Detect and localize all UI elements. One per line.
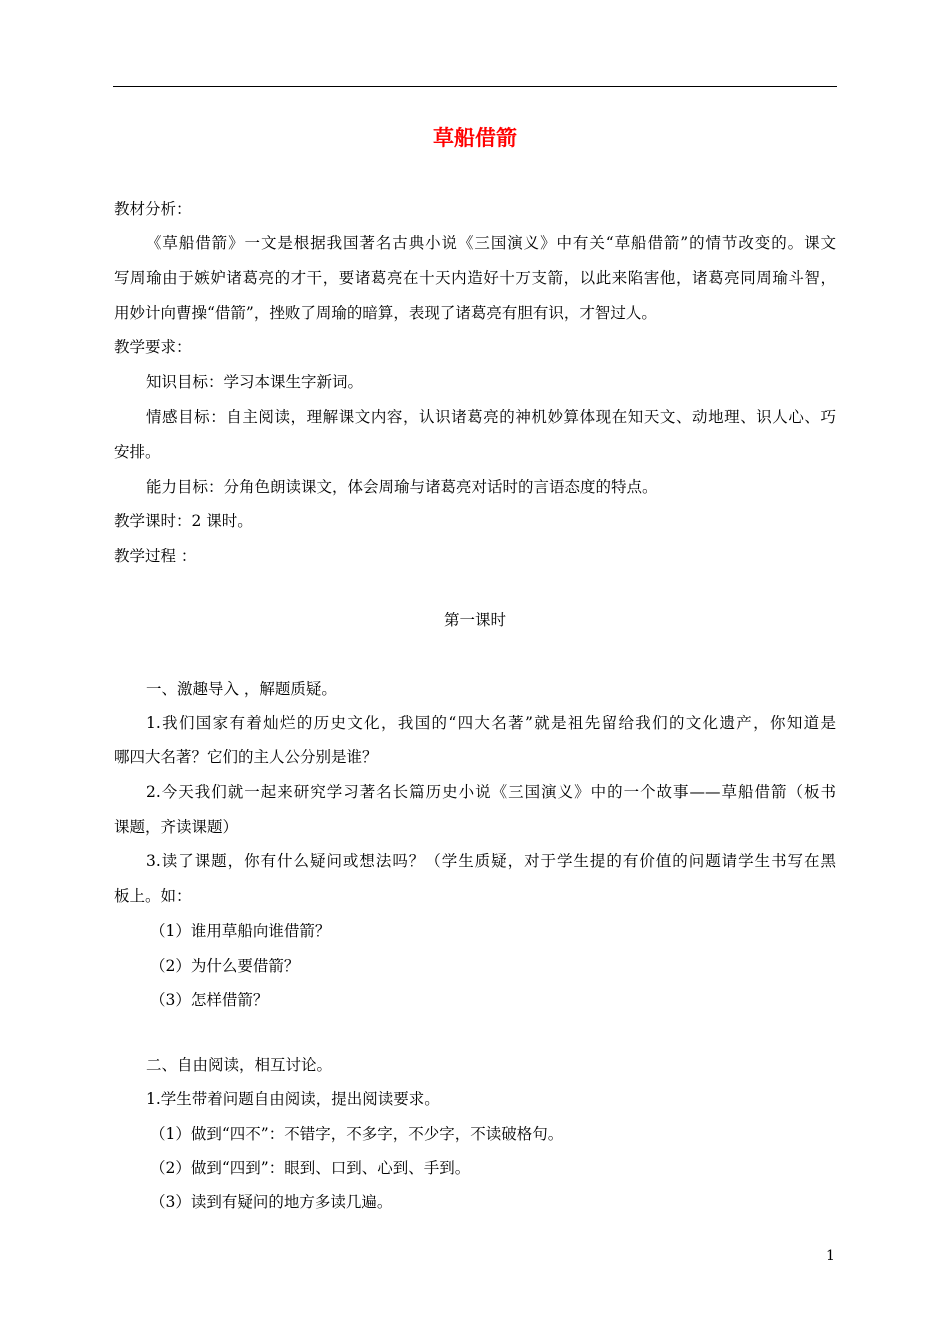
part2-subitem: （2）做到“四到”：眼到、口到、心到、手到。	[150, 1159, 471, 1177]
item3-line: 板上。如：	[114, 887, 192, 905]
lesson-heading: 第一课时	[443, 611, 506, 629]
item2-line: 课题，齐读课题）	[114, 818, 239, 836]
emotion-goal-line: 安排。	[114, 443, 161, 461]
analysis-line: 写周瑜由于嫉妒诸葛亮的才干，要诸葛亮在十天内造好十万支箭，以此来陷害他，诸葛亮同周瑜斗智，	[114, 269, 836, 287]
teaching-hours: 教学课时：2 课时。	[114, 512, 253, 530]
item1-line: 哪四大名著？它们的主人公分别是谁？	[114, 748, 378, 766]
analysis-heading: 教材分析：	[114, 200, 192, 218]
requirements-heading: 教学要求：	[114, 338, 192, 356]
ability-goal: 能力目标：分角色朗读课文，体会周瑜与诸葛亮对话时的言语态度的特点。	[146, 478, 658, 496]
question-item: （3）怎样借箭？	[150, 991, 269, 1009]
item3-line: 3.读了课题，你有什么疑问或想法吗？（学生质疑，对于学生提的有价值的问题请学生书写在黑	[146, 852, 836, 870]
page-number: 1	[826, 1248, 835, 1264]
question-item: （1）谁用草船向谁借箭？	[150, 922, 331, 940]
analysis-line: 用妙计向曹操“借箭”，挫败了周瑜的暗算，表现了诸葛亮有胆有识，才智过人。	[114, 304, 657, 322]
document-title: 草船借箭	[433, 126, 517, 150]
part1-heading: 一、激趣导入 ，解题质疑。	[146, 680, 337, 698]
item1-line: 1.我们国家有着灿烂的历史文化，我国的“四大名著”就是祖先留给我们的文化遗产，你知道是	[146, 714, 836, 732]
knowledge-goal: 知识目标：学习本课生字新词。	[146, 373, 364, 391]
header-rule	[113, 86, 837, 87]
part2-item: 1.学生带着问题自由阅读，提出阅读要求。	[146, 1090, 440, 1108]
emotion-goal-line: 情感目标：自主阅读，理解课文内容，认识诸葛亮的神机妙算体现在知天文、动地理、识人心、巧	[146, 408, 836, 426]
process-heading: 教学过程 ：	[114, 547, 197, 565]
question-item: （2）为什么要借箭？	[150, 957, 300, 975]
analysis-line: 《草船借箭》一文是根据我国著名古典小说《三国演义》中有关“草船借箭”的情节改变的。课文	[146, 234, 836, 252]
part2-subitem: （3）读到有疑问的地方多读几遍。	[150, 1193, 393, 1211]
part2-heading: 二、自由阅读，相互讨论。	[146, 1056, 333, 1074]
item2-line: 2.今天我们就一起来研究学习著名长篇历史小说《三国演义》中的一个故事——草船借箭（板书	[146, 783, 836, 801]
part2-subitem: （1）做到“四不”：不错字，不多字，不少字，不读破格句。	[150, 1125, 564, 1143]
